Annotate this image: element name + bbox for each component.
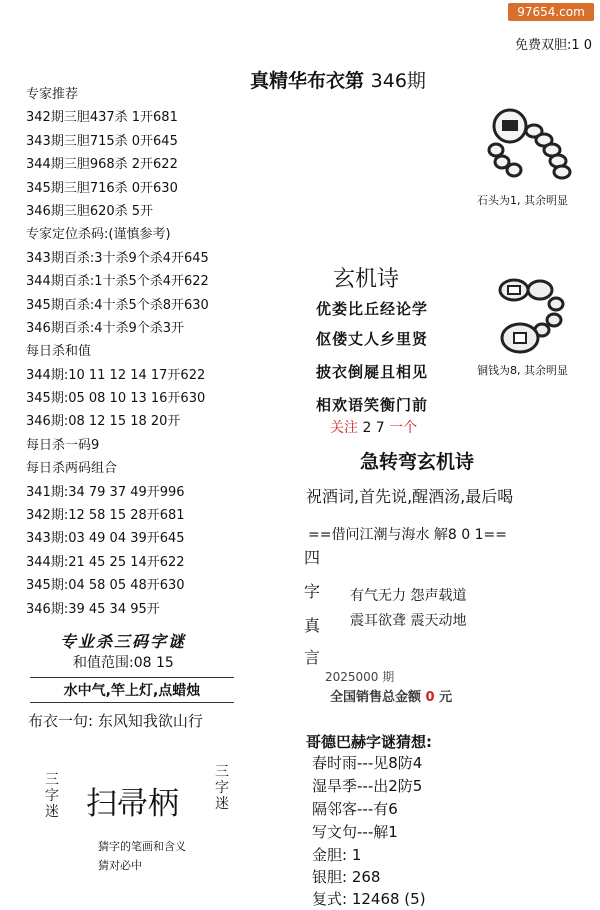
hint-line: 猜对必中	[98, 859, 142, 872]
list-item: 345期:04 58 05 48开630	[26, 578, 185, 594]
sales-line	[330, 686, 452, 705]
list-item: 346期:08 12 15 18 20开	[26, 414, 181, 430]
guanzhu-label: 关注	[330, 420, 358, 436]
goedel-row: 写文句---解1	[312, 823, 398, 841]
list-item: 343期:03 49 04 39开645	[26, 531, 185, 547]
poem-line: 披衣倒屣且相见	[316, 363, 429, 381]
zimi-answer: 扫帚柄	[86, 786, 179, 822]
coin-caption: 铜钱为8, 其余明显	[477, 364, 568, 377]
list-item: 345期三胆716杀 0开630	[26, 180, 178, 196]
zimi-right-label: 三字迷	[215, 764, 229, 812]
list-item: 344期:10 11 12 14 17开622	[26, 367, 206, 383]
stone-caption: 石头为1, 其余明显	[477, 194, 568, 207]
list-item: 343期三胆715杀 0开645	[26, 133, 178, 149]
list-item: 343期百杀:3十杀9个杀4开645	[26, 250, 209, 266]
list-item: 每日杀和值	[26, 344, 92, 360]
pro-kill-title: 专业杀三码字谜	[60, 632, 187, 651]
list-item: 341期:34 79 37 49开996	[26, 484, 185, 500]
goedel-title: 哥德巴赫字谜猜想:	[306, 733, 432, 751]
list-item: 344期:21 45 25 14开622	[26, 554, 185, 570]
poem-line: 相欢语笑衡门前	[316, 396, 429, 414]
list-item: 346期三胆620杀 5开	[26, 203, 154, 219]
goedel-row: 春时雨---见8防4	[312, 754, 423, 772]
sizi-line: 有气无力 怨声载道	[350, 588, 467, 604]
coin-rosary-icon	[490, 272, 590, 362]
list-item: 每日杀两码组合	[26, 461, 118, 477]
poem-line: 伛偻丈人乡里贤	[316, 330, 429, 348]
riddle-line: 水中气,竿上灯,点蜡烛	[30, 677, 234, 703]
sizi-char: 字	[304, 582, 321, 601]
sales-unit: 元	[439, 690, 453, 705]
list-item: 342期:12 58 15 28开681	[26, 508, 185, 524]
xuanji-title: 玄机诗	[333, 267, 400, 292]
list-item: 345期百杀:4十杀5个杀8开630	[26, 297, 209, 313]
sum-range: 和值范围:08 15	[73, 655, 174, 671]
site-watermark: 97654.com	[508, 3, 594, 21]
zhujiu-line: 祝酒词,首先说,醒酒汤,最后喝	[306, 487, 514, 506]
list-item: 346期百杀:4十杀9个杀3开	[26, 320, 185, 336]
goedel-row: 湿旱季---出2防5	[312, 777, 423, 795]
guanzhu-value: 2 7	[362, 420, 385, 436]
list-item: 346期:39 45 34 95开	[26, 601, 160, 617]
sizi-char: 四	[304, 548, 321, 567]
free-pair: 免费双胆:1 0	[514, 38, 592, 53]
list-item: 344期三胆968杀 2开622	[26, 157, 178, 173]
list-item: 344期百杀:1十杀5个杀4开622	[26, 274, 209, 290]
goedel-row: 金胆: 1	[312, 846, 362, 864]
draw-issue: 2025000 期	[325, 670, 395, 684]
page-title-main: 真精华布衣第	[250, 70, 365, 92]
goedel-row: 隔邻客---有6	[312, 800, 398, 818]
hint-line: 猜字的笔画和含义	[98, 840, 186, 853]
list-item: 专家定位杀码:(谨慎参考)	[26, 227, 171, 243]
jiewen-line: ==借问江潮与海水 解8 0 1==	[308, 527, 507, 543]
list-item: 342期三胆437杀 1开681	[26, 110, 178, 126]
buyi-line: 布衣一句: 东风知我欲山行	[28, 712, 203, 730]
list-item: 345期:05 08 10 13 16开630	[26, 391, 206, 407]
guanzhu-line	[330, 417, 417, 437]
jizhuan-title: 急转弯玄机诗	[360, 451, 475, 473]
page-title-issue: 346期	[370, 70, 426, 92]
sizi-char: 真	[304, 616, 321, 635]
stone-rosary-icon	[484, 100, 584, 190]
list-item: 专家推荐	[26, 87, 79, 102]
goedel-row: 复式: 12468 (5)	[312, 890, 426, 908]
zimi-left-label: 三字迷	[45, 772, 59, 820]
sales-value: 0	[425, 690, 435, 705]
sizi-line: 震耳欲聋 震天动地	[350, 613, 467, 629]
guanzhu-suffix: 一个	[389, 420, 418, 436]
left-column-list	[26, 83, 266, 621]
poem-line: 优娄比丘经论学	[316, 300, 429, 318]
sizi-char: 言	[304, 648, 321, 667]
goedel-row: 银胆: 268	[312, 868, 381, 886]
page-title	[250, 66, 426, 93]
list-item: 每日杀一码9	[26, 437, 100, 453]
sales-label: 全国销售总金额	[330, 690, 422, 705]
